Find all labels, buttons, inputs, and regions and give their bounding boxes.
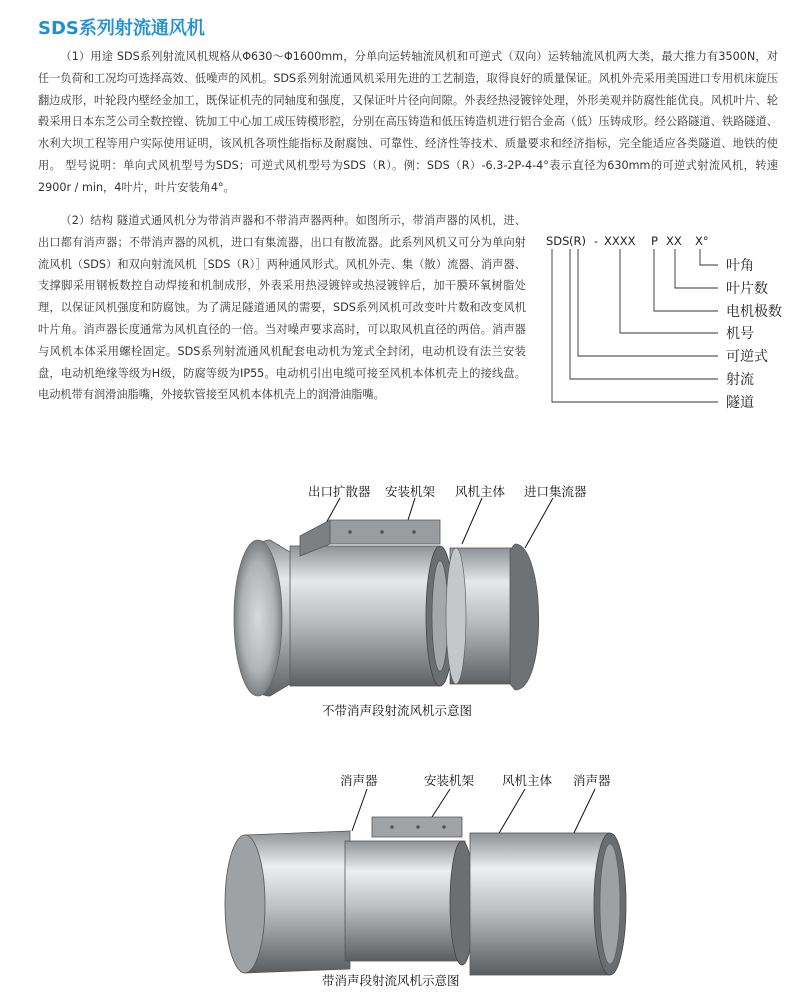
label-blade-count: 叶片数 — [726, 281, 768, 297]
callout-fan-body: 风机主体 — [455, 484, 506, 499]
caption-with-silencer: 带消声段射流风机示意图 — [322, 973, 460, 988]
callout-fan-body-2: 风机主体 — [502, 773, 553, 788]
fan-illustration-1 — [0, 478, 800, 723]
figure-no-silencer — [0, 478, 800, 723]
code-xxxx: XXXX — [604, 234, 636, 248]
label-reversible: 可逆式 — [726, 349, 768, 365]
usage-paragraph: （1）用途 SDS系列射流风机规格从Φ630～Φ1600mm，分单向运转轴流风机和可逆式（双向）运转轴流风机两大类，最大推力有3500N，对任一负荷和工况均可选择高效、低噪声的风机。SDS系列射流通风机采用先进的工艺制造，取得良好的质量保证。风机外壳采用美国进口专用机床旋压翻边成形，叶轮段内壁经金加工，既保证机壳的同轴度和强度，又保证叶片径向间隙。外表经热浸镀锌处理，外形美观并防腐性能优良。风机叶片、轮毂采用日本东芝公司全数控镗、铣加工中心加工成压铸模形腔，分别在高压铸造和低压铸造机进行铝合金高（低）压铸成形。经公路隧道、铁路隧道、水利大坝工程等用户实际使用证明，该风机各项性能指标及耐腐蚀、可靠性、经济性等技术、质量要求和经济指标，完全能适应各类隧道、地铁的使用。 型号说明：单向式风机型号为SDS；可逆式风机型号为SDS（R）。例：SDS（R）-6.3-2P-4-4°表示直径为630mm的可逆式射流风机，转速2900r / min，4叶片，叶片安装角4°。 — [38, 50, 778, 194]
caption-no-silencer: 不带消声段射流风机示意图 — [322, 703, 473, 718]
fan-illustration-2 — [0, 765, 800, 1000]
code-p: P — [651, 234, 658, 248]
label-machine-no: 机号 — [726, 326, 754, 342]
label-motor-poles: 电机极数 — [726, 304, 782, 320]
code-xx: XX — [666, 234, 682, 248]
label-tunnel: 隧道 — [726, 395, 754, 411]
code-sds: SDS — [546, 234, 570, 248]
code-r: (R) — [569, 234, 586, 248]
code-dash: - — [594, 234, 599, 248]
leader-lines — [552, 249, 718, 402]
code-angle: X° — [695, 234, 709, 248]
callout-silencer-right: 消声器 — [573, 773, 611, 788]
callout-silencer-left: 消声器 — [340, 773, 378, 788]
label-blade-angle: 叶角 — [726, 258, 754, 274]
figure-with-silencer — [0, 765, 800, 1000]
callout-mounting-frame: 安装机架 — [385, 484, 436, 499]
structure-paragraph: （2）结构 隧道式通风机分为带消声器和不带消声器两种。如图所示，带消声器的风机，进、出口都有消声器；不带消声器的风机，进口有集流器，出口有散流器。此系列风机又可分为单向射流风机（SDS）和双向射流风机［SDS（R）］两种通风形式。风机外壳、集（散）流器、消声器、支撑脚采用钢板数控自动焊接和机制成形，外表采用热浸镀锌或热浸镀锌后，加干膜环氧树脂处理，以保证风机强度和防腐蚀。为了满足隧道通风的需要，SDS系列风机可改变叶片数和改变风机叶片角。消声器长度通常为风机直径的一倍。当对噪声要求高时，可以取风机直径的两倍。消声器与风机本体采用螺栓固定。SDS系列射流通风机配套电动机为笼式全封闭，电动机设有法兰安装盘，电动机绝缘等级为H级，防腐等级为IP55。电动机引出电缆可接至风机本体机壳上的接线盘。电动机带有润滑油脂嘴，外接软管接至风机本体机壳上的润滑油脂嘴。 — [38, 214, 526, 402]
page-title: SDS系列射流通风机 — [38, 18, 205, 39]
model-code-diagram — [540, 225, 800, 435]
callout-outlet-diffuser: 出口扩散器 — [308, 484, 371, 499]
label-jet: 射流 — [726, 372, 754, 388]
callout-inlet-collector: 进口集流器 — [524, 484, 587, 499]
callout-mounting-frame-2: 安装机架 — [424, 773, 475, 788]
